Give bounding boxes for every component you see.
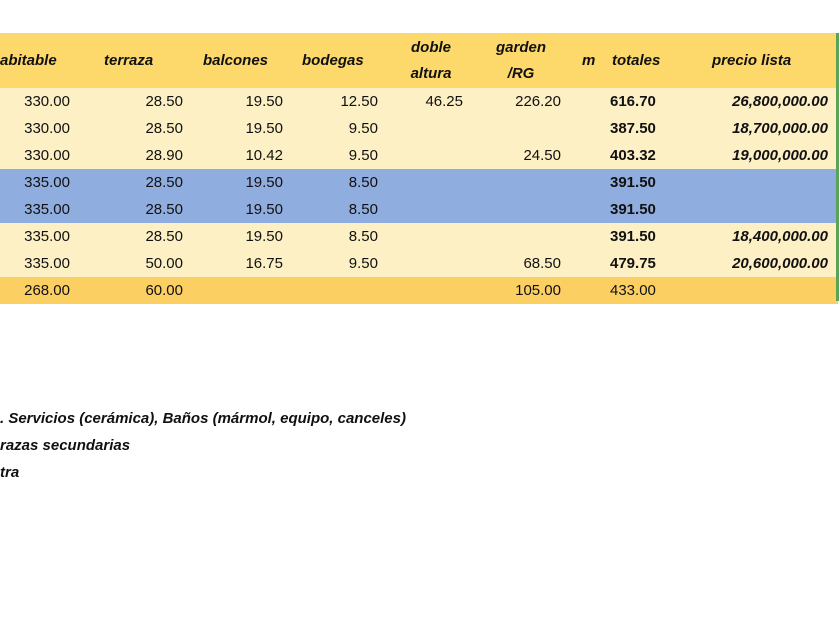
cell-terraza[interactable]: 28.50	[145, 93, 183, 110]
header-m[interactable]: m	[582, 51, 596, 69]
table-row	[0, 223, 838, 250]
cell-garden[interactable]	[488, 115, 561, 142]
table-row	[0, 250, 838, 277]
cell-bodegas[interactable]	[305, 277, 378, 304]
cell-bodegas[interactable]: 9.50	[348, 120, 378, 137]
cell-totales[interactable]: 479.75	[610, 255, 656, 272]
cell-doble-altura[interactable]: 46.25	[425, 93, 463, 110]
cell-totales[interactable]: 391.50	[610, 228, 656, 245]
header-habitable[interactable]: abitable	[0, 51, 57, 69]
cell-balcones[interactable]: 19.50	[245, 120, 283, 137]
cell-bodegas[interactable]: 8.50	[348, 174, 378, 191]
cell-terraza[interactable]: 28.50	[145, 174, 183, 191]
cell-terraza[interactable]: 50.00	[145, 255, 183, 272]
cell-doble-altura[interactable]	[390, 277, 463, 304]
cell-precio[interactable]: 20,600,000.00	[732, 255, 828, 272]
cell-precio[interactable]	[700, 196, 828, 223]
header-garden-line1: garden	[495, 38, 546, 56]
cell-garden[interactable]: 226.20	[515, 93, 561, 110]
header-row	[0, 33, 838, 88]
note-line-1: . Servicios (cerámica), Baños (mármol, equipo, canceles)	[0, 410, 406, 427]
cell-habitable[interactable]: 330.00	[24, 93, 70, 110]
header-garden-line2: /RG	[507, 64, 535, 82]
table-row	[0, 115, 838, 142]
cell-totales[interactable]: 433.00	[610, 282, 656, 299]
cell-habitable[interactable]: 330.00	[24, 120, 70, 137]
header-terraza[interactable]: terraza	[104, 51, 154, 69]
cell-habitable[interactable]: 335.00	[24, 228, 70, 245]
cell-precio[interactable]: 18,700,000.00	[732, 120, 828, 137]
price-table	[0, 33, 838, 304]
cell-habitable[interactable]: 330.00	[24, 147, 70, 164]
cell-bodegas[interactable]: 9.50	[348, 147, 378, 164]
note-line-2: razas secundarias	[0, 437, 131, 454]
header-precio-lista[interactable]: precio lista	[712, 51, 792, 69]
table-body	[0, 88, 838, 304]
cell-totales[interactable]: 403.32	[610, 147, 656, 164]
cell-precio[interactable]: 26,800,000.00	[732, 93, 828, 110]
cell-bodegas[interactable]: 8.50	[348, 201, 378, 218]
cell-balcones[interactable]: 19.50	[245, 174, 283, 191]
cell-totales[interactable]: 391.50	[610, 201, 656, 218]
cell-balcones[interactable]	[210, 277, 283, 304]
cell-habitable[interactable]: 335.00	[24, 255, 70, 272]
header-bodegas[interactable]: bodegas	[302, 51, 364, 69]
cell-garden[interactable]: 68.50	[523, 255, 561, 272]
cell-terraza[interactable]: 28.50	[145, 228, 183, 245]
column-border	[836, 33, 839, 301]
header-doble-altura[interactable]	[398, 33, 464, 88]
cell-doble-altura[interactable]	[390, 115, 463, 142]
cell-bodegas[interactable]: 12.50	[340, 93, 378, 110]
table-row	[0, 196, 838, 223]
cell-bodegas[interactable]: 8.50	[348, 228, 378, 245]
cell-garden[interactable]	[488, 223, 561, 250]
cell-totales[interactable]: 387.50	[610, 120, 656, 137]
cell-habitable[interactable]: 335.00	[24, 174, 70, 191]
cell-garden[interactable]: 105.00	[515, 282, 561, 299]
cell-precio[interactable]	[700, 169, 828, 196]
cell-habitable[interactable]: 268.00	[24, 282, 70, 299]
cell-garden[interactable]: 24.50	[523, 147, 561, 164]
cell-balcones[interactable]: 19.50	[245, 201, 283, 218]
cell-terraza[interactable]: 28.50	[145, 120, 183, 137]
cell-garden[interactable]	[488, 169, 561, 196]
cell-terraza[interactable]: 60.00	[145, 282, 183, 299]
cell-doble-altura[interactable]	[390, 142, 463, 169]
cell-balcones[interactable]: 10.42	[245, 147, 283, 164]
cell-totales[interactable]: 391.50	[610, 174, 656, 191]
cell-balcones[interactable]: 19.50	[245, 93, 283, 110]
note-line-3: tra	[0, 464, 20, 481]
cell-precio[interactable]: 18,400,000.00	[732, 228, 828, 245]
header-doble-altura-line2: altura	[410, 64, 452, 82]
header-doble-altura-line1: doble	[411, 38, 451, 56]
cell-doble-altura[interactable]	[390, 169, 463, 196]
header-garden[interactable]	[486, 33, 556, 88]
table-row	[0, 169, 838, 196]
total-row	[0, 277, 838, 304]
header-totales[interactable]: totales	[612, 51, 661, 69]
cell-bodegas[interactable]: 9.50	[348, 255, 378, 272]
cell-doble-altura[interactable]	[390, 223, 463, 250]
cell-totales[interactable]: 616.70	[610, 93, 656, 110]
table-row	[0, 88, 838, 115]
cell-habitable[interactable]: 335.00	[24, 201, 70, 218]
cell-balcones[interactable]: 19.50	[245, 228, 283, 245]
header-balcones[interactable]: balcones	[203, 51, 269, 69]
cell-terraza[interactable]: 28.90	[145, 147, 183, 164]
cell-doble-altura[interactable]	[390, 196, 463, 223]
table-row	[0, 142, 838, 169]
cell-garden[interactable]	[488, 196, 561, 223]
cell-precio[interactable]: 19,000,000.00	[732, 147, 828, 164]
cell-doble-altura[interactable]	[390, 250, 463, 277]
cell-balcones[interactable]: 16.75	[245, 255, 283, 272]
cell-terraza[interactable]: 28.50	[145, 201, 183, 218]
cell-precio[interactable]	[700, 277, 828, 304]
